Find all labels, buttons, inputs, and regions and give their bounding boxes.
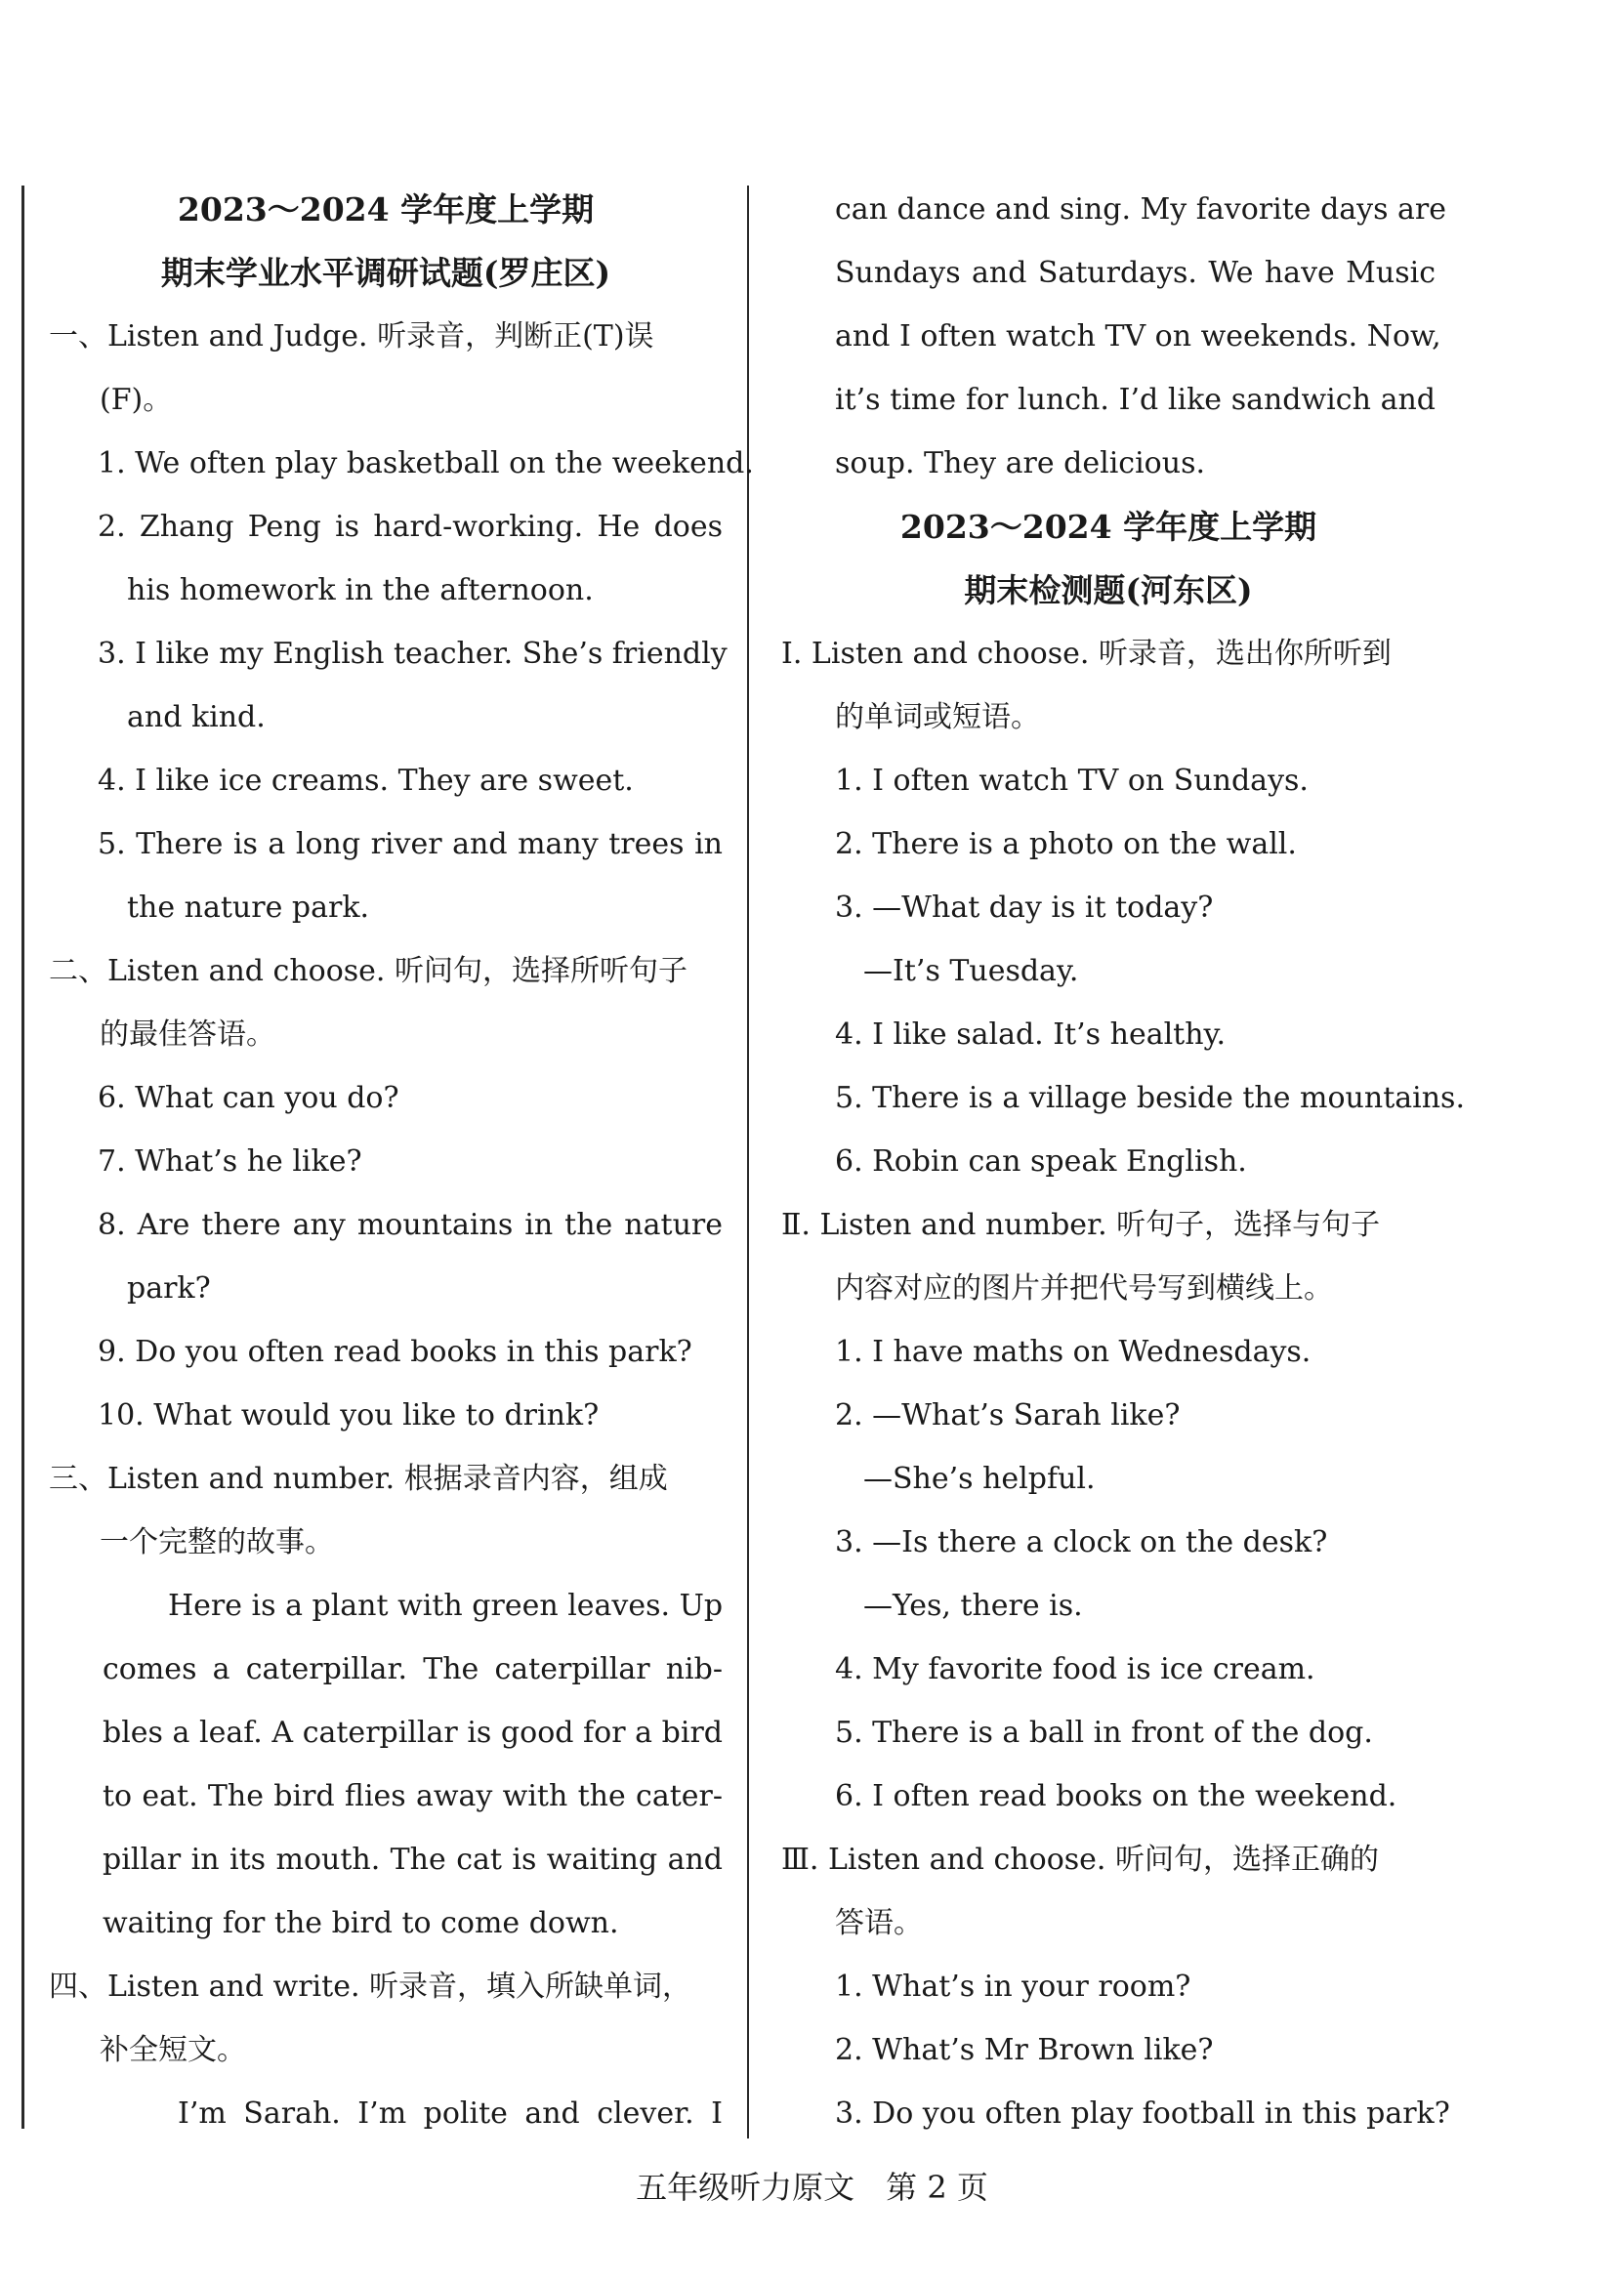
section-heading: 一、Listen and Judge. 听录音，判断正(T)误 <box>49 319 654 353</box>
section-heading-cont: 答语。 <box>835 1906 923 1940</box>
section-heading: 四、Listen and write. 听录音，填入所缺单词， <box>49 1970 692 2004</box>
list-item-answer: —Yes, there is. <box>863 1589 1083 1623</box>
list-item: 1. What’s in your room? <box>835 1970 1191 2004</box>
passage-line: and I often watch TV on weekends. Now, <box>835 319 1441 353</box>
section-heading: 二、Listen and choose. 听问句，选择所听句子 <box>49 954 687 988</box>
list-item: 3. Do you often play football in this park? <box>835 2096 1450 2131</box>
section-heading-cont: 的最佳答语。 <box>100 1017 275 1052</box>
right-column <box>781 178 1465 2145</box>
passage-line: I’m Sarah. I’m polite and clever. I <box>178 2096 723 2131</box>
list-item: 5. There is a ball in front of the dog. <box>835 1716 1373 1750</box>
list-item: 4. My favorite food is ice cream. <box>835 1652 1315 1686</box>
list-item: 3. —Is there a clock on the desk? <box>835 1525 1328 1559</box>
list-item: 4. I like salad. It’s healthy. <box>835 1017 1227 1052</box>
list-item: 2. —What’s Sarah like? <box>835 1398 1181 1432</box>
section-heading-cont: 内容对应的图片并把代号写到横线上。 <box>835 1271 1333 1306</box>
passage-line: it’s time for lunch. I’d like sandwich and <box>835 383 1436 417</box>
list-item: 1. We often play basketball on the weekend. <box>98 446 754 480</box>
exam-title-year: 2023～2024 学年度上学期 <box>899 508 1317 546</box>
list-item: 6. What can you do? <box>98 1081 399 1115</box>
passage-line: can dance and sing. My favorite days are <box>835 192 1447 227</box>
list-item-answer: —She’s helpful. <box>863 1462 1096 1496</box>
passage-line: soup. They are delicious. <box>835 446 1205 480</box>
list-item-cont: and kind. <box>127 700 266 734</box>
list-item: 2. There is a photo on the wall. <box>835 827 1297 861</box>
section-heading: 三、Listen and number. 根据录音内容，组成 <box>49 1462 668 1496</box>
page-footer: 五年级听力原文 第 2 页 <box>636 2169 988 2206</box>
story-line: pillar in its mouth. The cat is waiting and <box>103 1843 723 1877</box>
list-item: 4. I like ice creams. They are sweet. <box>98 764 634 798</box>
list-item: 5. There is a village beside the mountains. <box>835 1081 1465 1115</box>
story-line: to eat. The bird flies away with the cater- <box>103 1779 723 1813</box>
section-heading: Ⅰ. Listen and choose. 听录音，选出你所听到 <box>781 637 1392 671</box>
story-line: waiting for the bird to come down. <box>103 1906 619 1940</box>
list-item: 2. What’s Mr Brown like? <box>835 2033 1214 2067</box>
list-item-cont: his homework in the afternoon. <box>127 573 594 607</box>
list-item: 8. Are there any mountains in the nature <box>98 1208 723 1242</box>
left-margin-rule <box>21 186 24 2129</box>
list-item-answer: —It’s Tuesday. <box>863 954 1079 988</box>
list-item-cont: the nature park. <box>127 891 370 925</box>
list-item: 1. I have maths on Wednesdays. <box>835 1335 1312 1369</box>
list-item: 10. What would you like to drink? <box>98 1398 600 1432</box>
section-heading-cont: (F)。 <box>100 383 173 417</box>
list-item: 6. I often read books on the weekend. <box>835 1779 1397 1813</box>
exam-title-year: 2023～2024 学年度上学期 <box>177 190 595 228</box>
list-item: 1. I often watch TV on Sundays. <box>835 764 1309 798</box>
section-heading-cont: 一个完整的故事。 <box>100 1525 334 1559</box>
list-item: 2. Zhang Peng is hard-working. He does <box>98 510 723 544</box>
section-heading-cont: 的单词或短语。 <box>835 700 1040 734</box>
story-line: Here is a plant with green leaves. Up <box>168 1589 724 1623</box>
list-item: 7. What’s he like? <box>98 1144 362 1179</box>
passage-line: Sundays and Saturdays. We have Music <box>835 256 1436 290</box>
exam-title-name: 期末检测题(河东区) <box>964 571 1253 609</box>
list-item: 3. —What day is it today? <box>835 891 1214 925</box>
list-item: 3. I like my English teacher. She’s friendly <box>98 637 728 671</box>
section-heading: Ⅱ. Listen and number. 听句子，选择与句子 <box>781 1208 1381 1242</box>
section-heading: Ⅲ. Listen and choose. 听问句，选择正确的 <box>781 1843 1379 1877</box>
story-line: bles a leaf. A caterpillar is good for a bird <box>103 1716 723 1750</box>
list-item: 6. Robin can speak English. <box>835 1144 1247 1179</box>
list-item-cont: park? <box>127 1271 211 1306</box>
list-item: 9. Do you often read books in this park? <box>98 1335 692 1369</box>
story-line: comes a caterpillar. The caterpillar nib- <box>103 1652 723 1686</box>
exam-title-name: 期末学业水平调研试题(罗庄区) <box>160 254 611 292</box>
left-column <box>49 178 754 2145</box>
list-item: 5. There is a long river and many trees in <box>98 827 723 861</box>
section-heading-cont: 补全短文。 <box>100 2033 246 2067</box>
